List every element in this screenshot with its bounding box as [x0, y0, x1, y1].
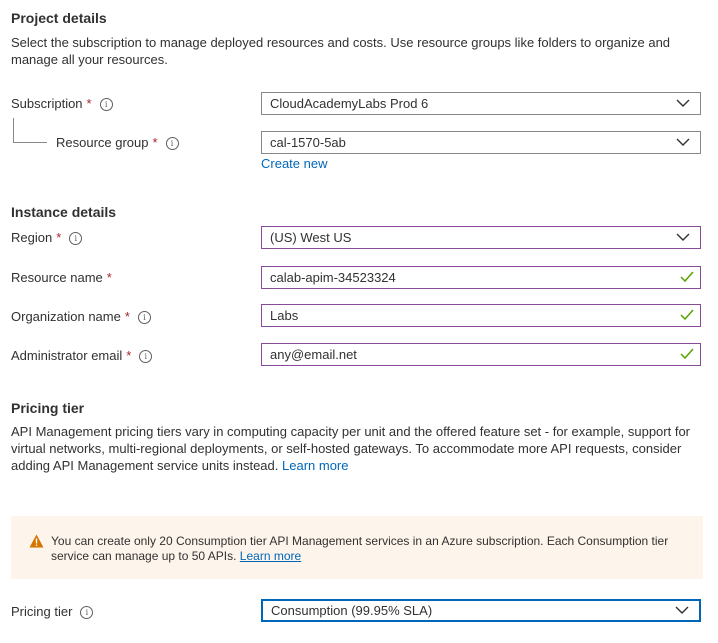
checkmark-icon	[680, 271, 694, 283]
administrator-email-input[interactable]	[261, 343, 701, 366]
administrator-email-label-text: Administrator email	[11, 348, 123, 363]
resource-name-input[interactable]	[261, 266, 701, 289]
resource-group-value: cal-1570-5ab	[270, 135, 346, 150]
info-icon[interactable]: i	[166, 137, 179, 150]
region-label-text: Region	[11, 230, 53, 245]
organization-name-label-text: Organization name	[11, 309, 121, 324]
learn-more-link[interactable]: Learn more	[282, 458, 349, 473]
organization-name-input[interactable]	[261, 304, 701, 327]
tree-connector-vertical	[13, 118, 14, 142]
resource-name-label-text: Resource name	[11, 270, 103, 285]
chevron-down-icon	[676, 98, 690, 108]
warning-message-text: You can create only 20 Consumption tier API Management services in an Azure subscription. Each Consumption tier service can manage up to 50 APIs.	[51, 534, 669, 563]
warning-learn-more-link[interactable]: Learn more	[239, 549, 302, 563]
pricing-tier-heading: Pricing tier	[11, 400, 85, 416]
project-details-description: Select the subscription to manage deployed resources and costs. Use resource groups like folders to organize and manage all your resources.	[11, 35, 671, 67]
region-label	[11, 230, 82, 245]
resource-name-value: calab-apim-34523324	[270, 270, 396, 285]
resource-name-label	[11, 270, 112, 285]
region-dropdown[interactable]	[261, 226, 701, 249]
subscription-dropdown[interactable]	[261, 92, 701, 115]
pricing-tier-description	[11, 423, 696, 474]
warning-icon	[29, 534, 44, 548]
pricing-tier-value: Consumption (99.95% SLA)	[271, 603, 433, 618]
administrator-email-value: any@email.net	[270, 347, 357, 362]
organization-name-label	[11, 309, 151, 324]
subscription-label	[11, 96, 113, 111]
resource-group-label	[56, 135, 179, 150]
checkmark-icon	[680, 309, 694, 321]
info-icon[interactable]: i	[138, 311, 151, 324]
chevron-down-icon	[676, 137, 690, 147]
subscription-label-text: Subscription	[11, 96, 83, 111]
organization-name-value: Labs	[270, 308, 299, 323]
required-marker: *	[56, 230, 62, 245]
pricing-description-text: API Management pricing tiers vary in computing capacity per unit and the offered feature set - for example, support for virtual networks, multi-regional deployments, or self-hosted gateways. To accommodate more API requests, consider adding API Management service units instead.	[11, 424, 691, 473]
create-new-link[interactable]: Create new	[261, 156, 328, 171]
required-marker: *	[126, 348, 132, 363]
info-icon[interactable]: i	[80, 606, 93, 619]
pricing-tier-label-text: Pricing tier	[11, 604, 73, 619]
warning-message	[51, 534, 691, 564]
project-details-heading: Project details	[11, 10, 107, 26]
administrator-email-label	[11, 348, 152, 363]
instance-details-heading: Instance details	[11, 204, 117, 220]
resource-group-label-text: Resource group	[56, 135, 149, 150]
info-icon[interactable]: i	[100, 98, 113, 111]
region-value: (US) West US	[270, 230, 352, 245]
warning-banner	[11, 516, 703, 579]
subscription-value: CloudAcademyLabs Prod 6	[270, 96, 429, 111]
required-marker: *	[106, 270, 112, 285]
resource-group-dropdown[interactable]	[261, 131, 701, 154]
pricing-tier-label	[11, 604, 93, 619]
chevron-down-icon	[675, 605, 689, 615]
info-icon[interactable]: i	[69, 232, 82, 245]
required-marker: *	[124, 309, 130, 324]
required-marker: *	[86, 96, 92, 111]
checkmark-icon	[680, 348, 694, 360]
info-icon[interactable]: i	[139, 350, 152, 363]
required-marker: *	[152, 135, 158, 150]
tree-connector-horizontal	[13, 142, 47, 143]
pricing-tier-dropdown[interactable]	[261, 599, 701, 622]
chevron-down-icon	[676, 232, 690, 242]
